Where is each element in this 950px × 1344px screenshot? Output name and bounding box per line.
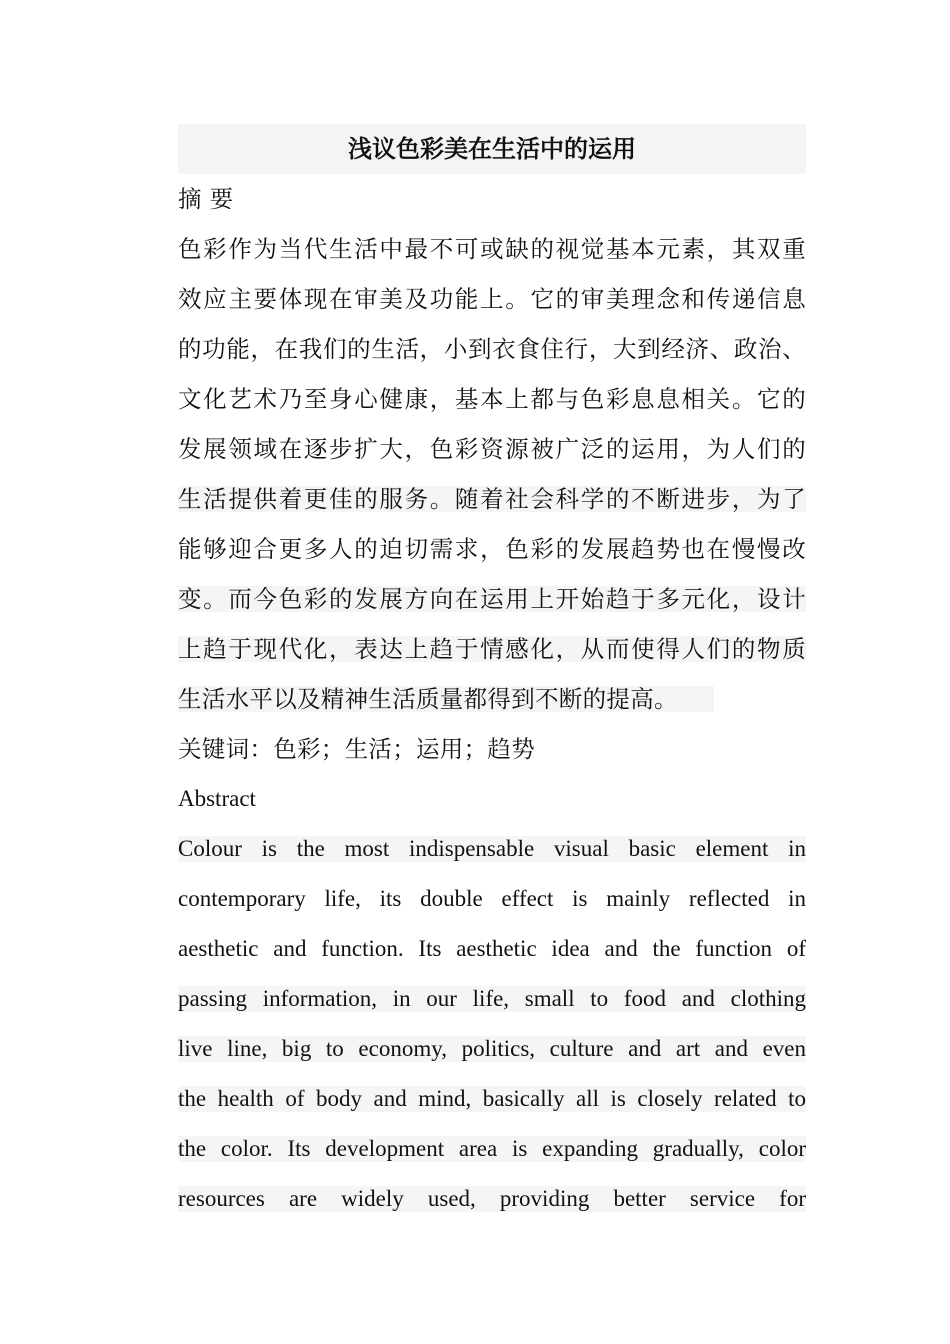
abstract-en-line: aesthetic and function. Its aesthetic idea and the function of xyxy=(178,936,806,961)
abstract-en-line: passing information, in our life, small to food and clothing xyxy=(178,974,806,1024)
abstract-en-line: contemporary life, its double effect is mainly reflected in xyxy=(178,886,806,911)
abstract-en-line: the color. Its development area is expanding gradually, color xyxy=(178,1124,806,1174)
abstract-cn-line: 发展领域在逐步扩大，色彩资源被广泛的运用，为人们的 xyxy=(178,435,806,463)
abstract-cn-line: 文化艺术乃至身心健康，基本上都与色彩息息相关。它的 xyxy=(178,385,806,413)
abstract-en-line: the health of body and mind, basically all is closely related to xyxy=(178,1074,806,1124)
abstract-en-line: Colour is the most indispensable visual basic element in xyxy=(178,824,806,874)
abstract-en-line: live line, big to economy, politics, culture and art and even xyxy=(178,1024,806,1074)
abstract-cn-line: 变。而今色彩的发展方向在运用上开始趋于多元化，设计 xyxy=(178,574,806,624)
abstract-cn-line: 生活提供着更佳的服务。随着社会科学的不断进步，为了 xyxy=(178,474,806,524)
abstract-cn-line: 效应主要体现在审美及功能上。它的审美理念和传递信息 xyxy=(178,285,806,313)
document-content xyxy=(178,124,806,1224)
abstract-cn-line: 的功能，在我们的生活，小到衣食住行，大到经济、政治、 xyxy=(178,335,806,363)
keywords-cn: 关键词：色彩；生活；运用；趋势 xyxy=(178,735,535,763)
abstract-cn-line: 色彩作为当代生活中最不可或缺的视觉基本元素，其双重 xyxy=(178,235,806,263)
abstract-en-line: resources are widely used, providing better service for xyxy=(178,1174,806,1224)
abstract-cn-heading: 摘 要 xyxy=(178,185,234,213)
abstract-cn-line: 生活水平以及精神生活质量都得到不断的提高。 xyxy=(178,674,714,724)
document-title: 浅议色彩美在生活中的运用 xyxy=(178,124,806,174)
abstract-cn-line: 上趋于现代化，表达上趋于情感化，从而使得人们的物质 xyxy=(178,624,806,674)
abstract-en-heading: Abstract xyxy=(178,786,256,811)
abstract-cn-line: 能够迎合更多人的迫切需求，色彩的发展趋势也在慢慢改 xyxy=(178,535,806,563)
